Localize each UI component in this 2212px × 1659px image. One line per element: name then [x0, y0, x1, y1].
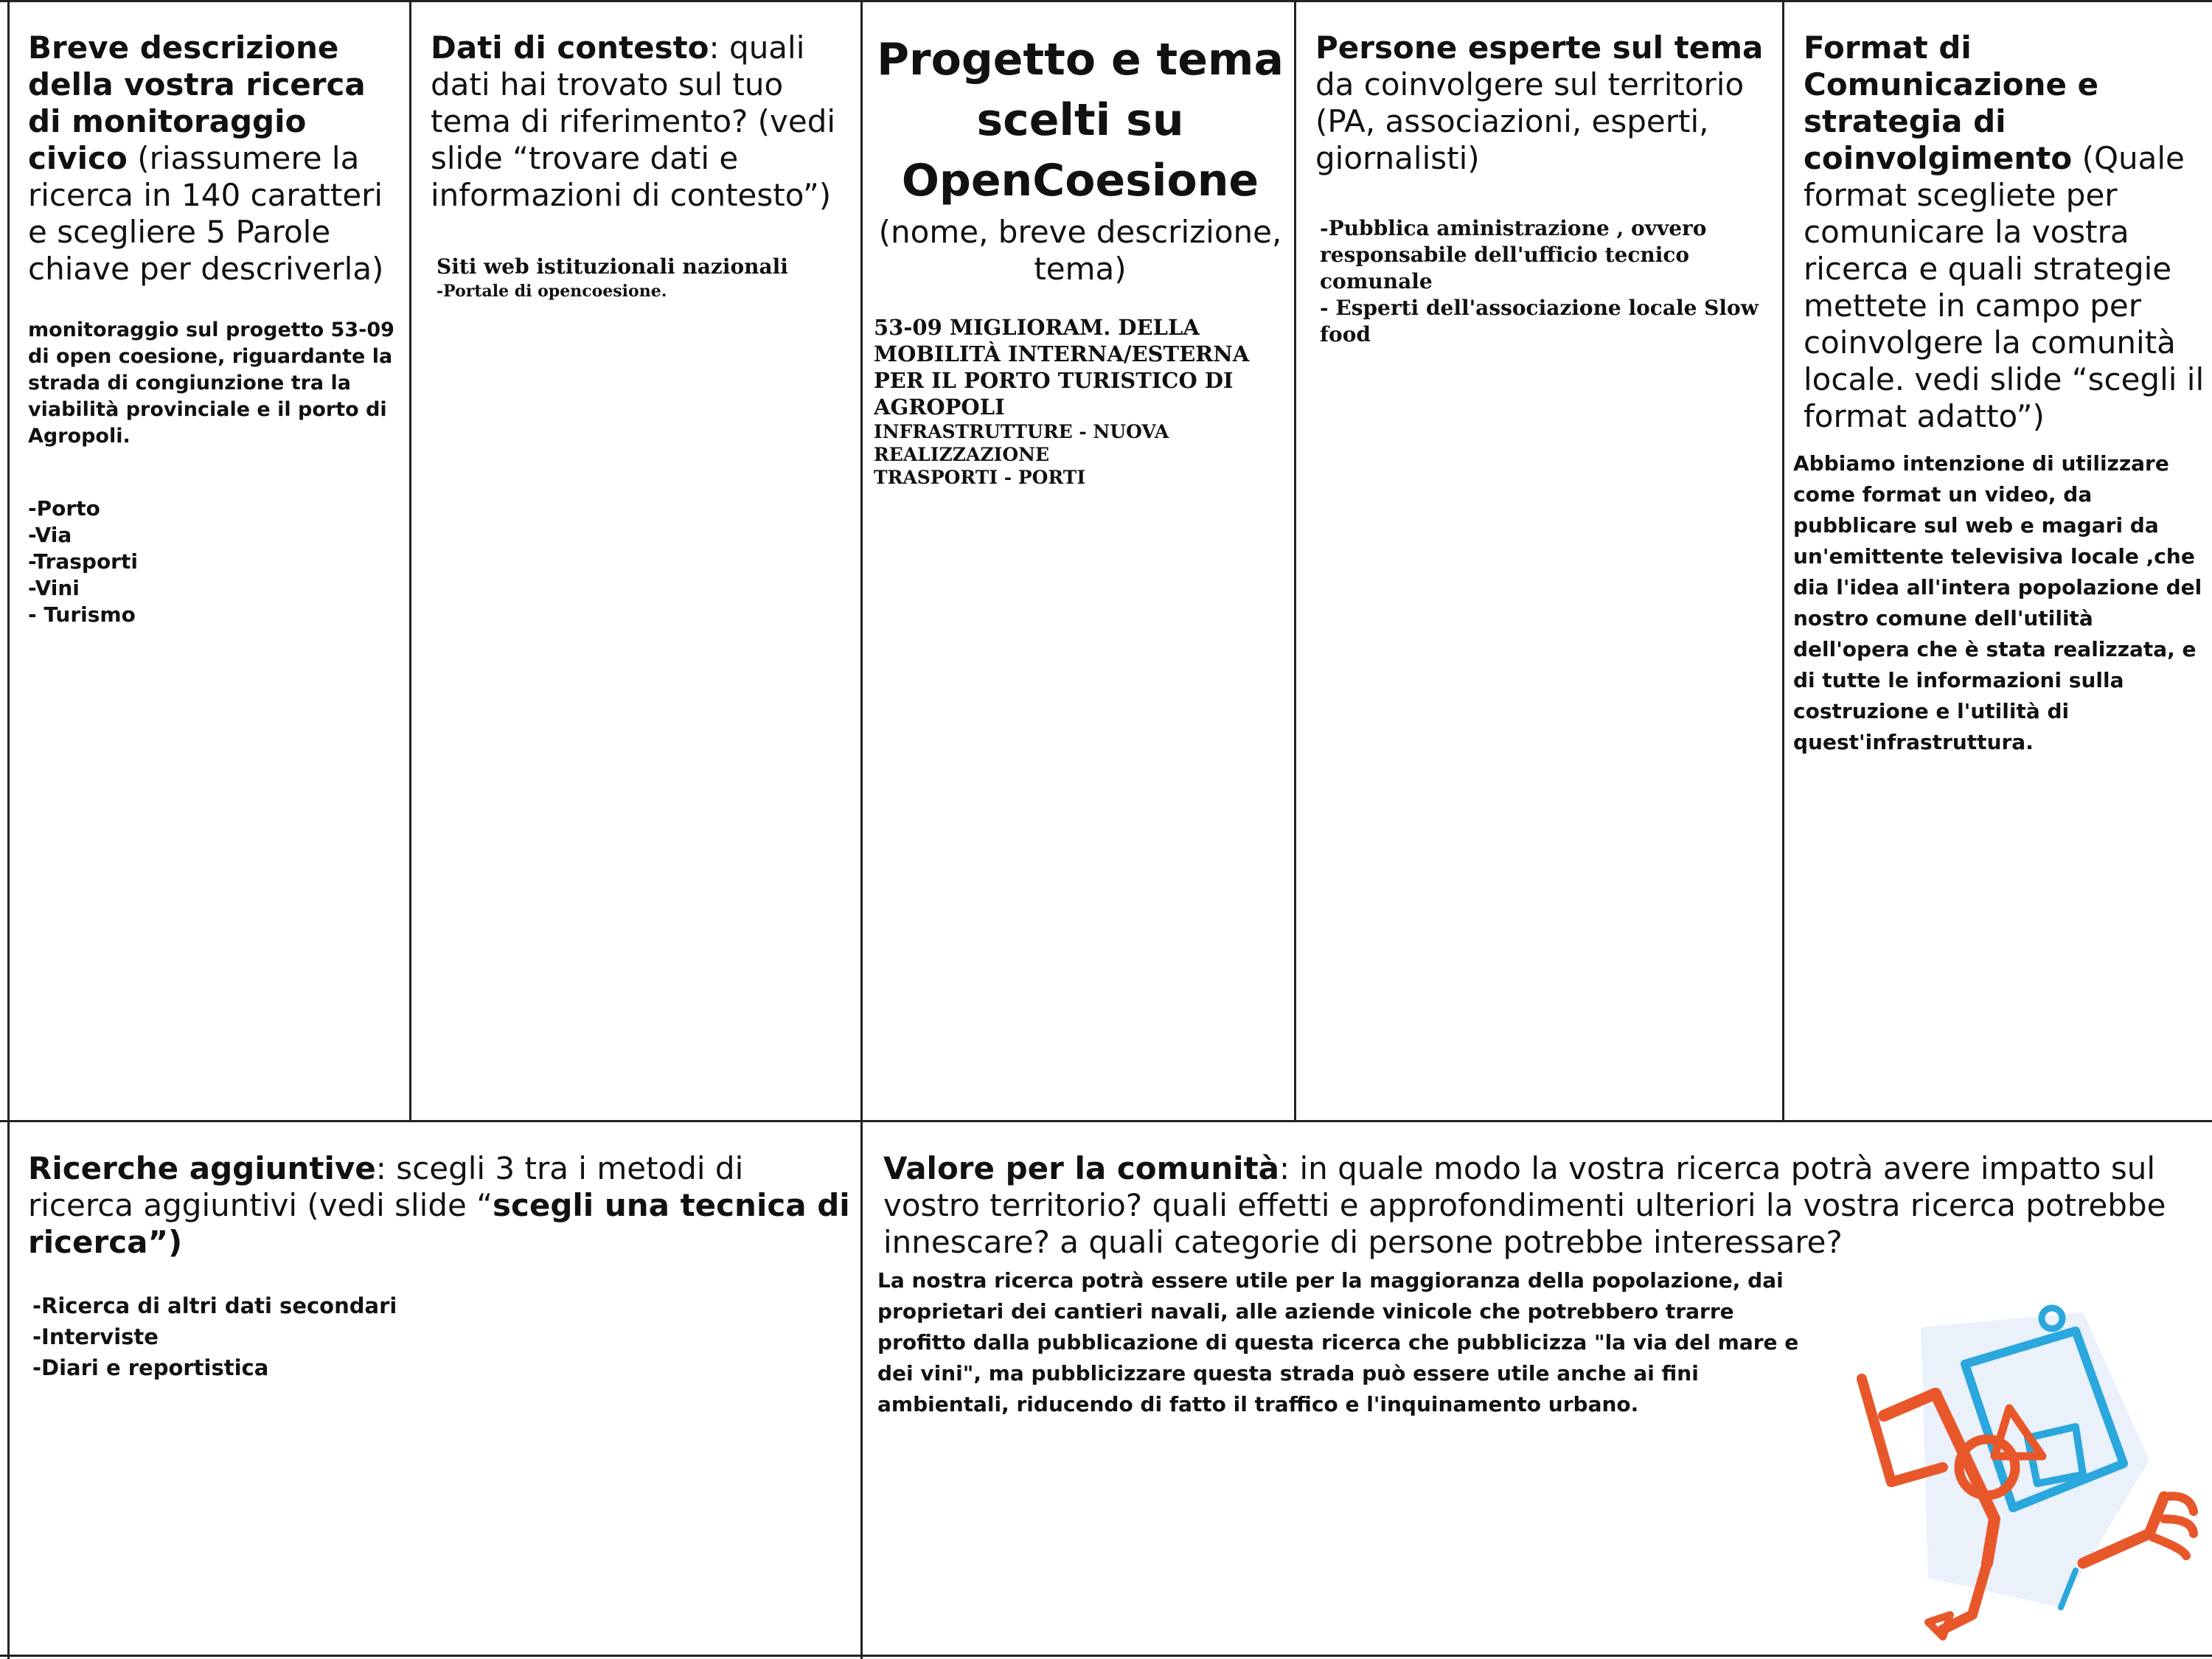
project-subtitle: (nome, breve descrizione, tema) [878, 214, 1282, 287]
heading-bold: Valore per la comunità [883, 1150, 1279, 1186]
heading-bold: Persone esperte sul tema [1315, 29, 1764, 66]
description-text: monitoraggio sul progetto 53-09 di open coesione, riguardante la strada di congiunzione tra la viabilità provinciale e il porto di Agropoli. [28, 319, 394, 448]
keyword-item: - Turismo [28, 602, 136, 627]
project-title: Progetto e tema scelti su OpenCoesione [877, 34, 1284, 206]
context-line-1: Siti web istituzionali nazionali [437, 254, 788, 279]
heading-rest: (riassumere la ricerca in 140 caratteri e scegliere 5 Parole chiave per descriverla) [28, 140, 384, 287]
section-project [874, 29, 1287, 1106]
section-additional-heading [28, 1150, 854, 1261]
section-experts-heading [1315, 29, 1773, 177]
heading-rest: : quali dati hai trovato sul tuo tema di riferimento? (vedi slide “trovare dati e informazioni di contesto”) [431, 29, 836, 213]
expert-item-1: -Pubblica aministrazione , ovvero responsabile dell'ufficio tecnico comunale [1320, 216, 1707, 293]
list-item: -Interviste [32, 1324, 159, 1349]
keyword-item: -Trasporti [28, 549, 138, 574]
format-body: Abbiamo intenzione di utilizzare come format un video, da pubblicare sul web e magari da un'emittente televisiva locale ,che dia l'idea all'intera popolazione del nostro comune dell'utilità dell'opera che è stata realizzata, e di tutte le informazioni sulla costruzione e l'utilità di quest'infrastruttura. [1793, 451, 2202, 754]
section-additional-research [28, 1150, 854, 1644]
section-experts [1315, 29, 1773, 1106]
heading-bold: Dati di contesto [431, 29, 709, 66]
keyword-item: -Porto [28, 496, 100, 521]
project-theme-2: TRASPORTI - PORTI [874, 467, 1086, 488]
heading-bold: Format di Comunicazione e strategia di coinvolgimento [1804, 29, 2099, 176]
expert-item-2: - Esperti dell'associazione locale Slow food [1320, 296, 1759, 347]
grid-line-left [7, 0, 10, 1659]
grid-line-col2 [860, 0, 863, 1659]
grid-line-middle [0, 1120, 2212, 1122]
heading-rest: (Quale format scegliete per comunicare la vostra ricerca e quali strategie mettete in campo per coinvolgere la comunità locale. vedi slide “scegli il format adatto”) [1804, 140, 2205, 434]
list-item: -Diari e reportistica [32, 1355, 269, 1380]
opencoesione-figure-icon [1840, 1298, 2208, 1652]
heading-rest: : in quale modo la vostra ricerca potrà avere impatto sul vostro territorio? quali effetti e approfondimenti ulteriori la vostra ricerca potrebbe innescare? a quali categorie di persone potrebbe interessare? [883, 1150, 2166, 1260]
keyword-item: -Via [28, 523, 72, 547]
grid-line-bottom [0, 1655, 2212, 1657]
grid-line-col4 [1782, 0, 1784, 1121]
grid-line-col3 [1294, 0, 1296, 1121]
section-community-heading [877, 1150, 2211, 1261]
keyword-item: -Vini [28, 576, 80, 600]
context-line-2: -Portale di opencoesione. [437, 282, 667, 301]
heading-rest: : scegli 3 tra i metodi di ricerca aggiuntivi (vedi slide “ [28, 1150, 744, 1223]
list-item: -Ricerca di altri dati secondari [32, 1293, 397, 1318]
heading-bold: Breve descrizione della vostra ricerca di monitoraggio civico [28, 29, 366, 176]
section-description-heading [28, 29, 397, 288]
section-context-data [431, 29, 851, 1106]
section-format [1793, 29, 2211, 1106]
additional-research-list [28, 1290, 854, 1383]
grid-line-top [0, 0, 2212, 2]
project-name: 53-09 MIGLIORAM. DELLA MOBILITÀ INTERNA/ESTERNA PER IL PORTO TURISTICO DI AGROPOLI [874, 315, 1250, 420]
heading-bold: Ricerche aggiuntive [28, 1150, 376, 1186]
heading-rest: da coinvolgere sul territorio (PA, associazioni, esperti, giornalisti) [1315, 66, 1745, 176]
grid-line-col1 [409, 0, 411, 1121]
section-description [28, 29, 397, 1106]
section-context-heading [431, 29, 851, 214]
keyword-list [28, 495, 397, 628]
community-body: La nostra ricerca potrà essere utile per la maggioranza della popolazione, dai proprietari dei cantieri navali, alle aziende vinicole che potrebbero trarre profitto dalla pubblicazione di questa ricerca che pubblicizza "la via del mare e dei vini", ma pubblicizzare questa strada può essere utile anche ai fini ambientali, riducendo di fatto il traffico e l'inquinamento urbano. [877, 1268, 1799, 1416]
project-theme-1: INFRASTRUTTURE - NUOVA REALIZZAZIONE [874, 421, 1169, 465]
heading-bold-2: scegli una tecnica di ricerca”) [28, 1187, 850, 1260]
section-format-heading [1793, 29, 2211, 435]
